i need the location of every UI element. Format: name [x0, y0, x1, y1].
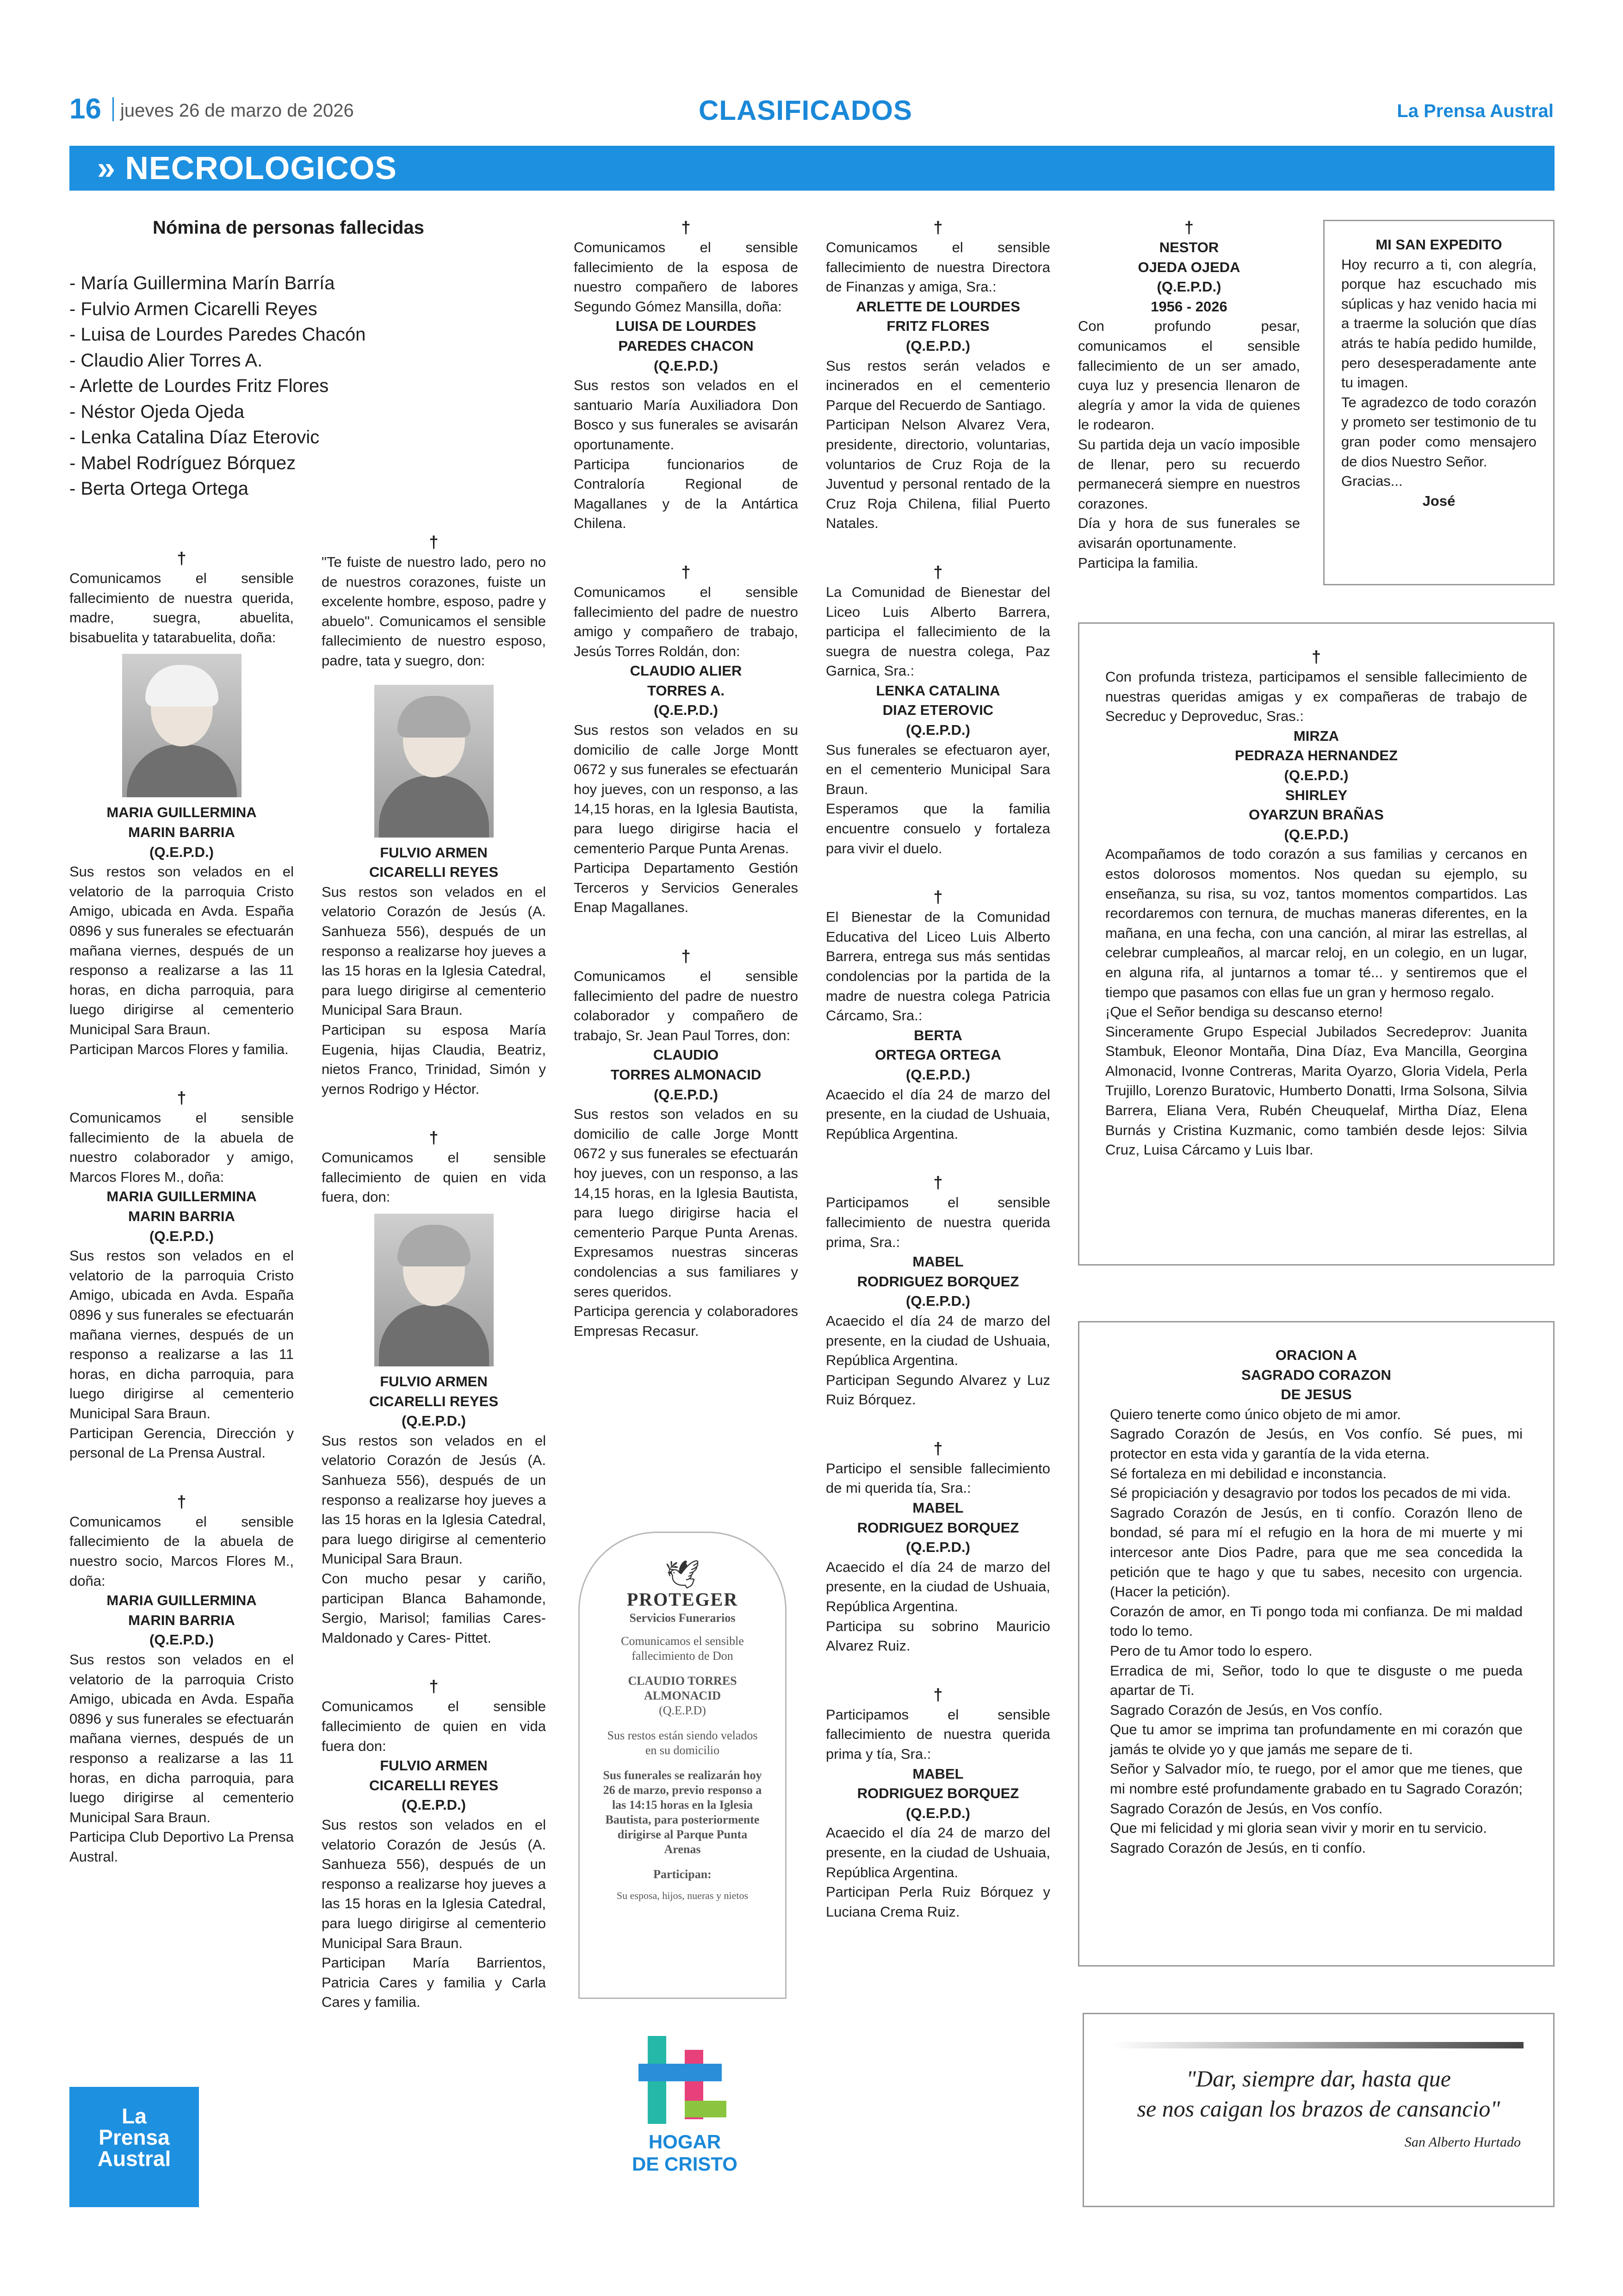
notice-11-intro: La Comunidad de Bienestar del Liceo Luis Alberto Barrera, participa el fallecimiento de la suegra de nuestra colega, Paz Garnica, Sra.: [826, 583, 1050, 679]
notice-9-participants: Participa gerencia y colaboradores Empresas Recasur. [574, 1303, 798, 1339]
notice-2-participants: Participan Gerencia, Dirección y personal de La Prensa Austral. [69, 1425, 294, 1461]
notice-4-intro: "Te fuiste de nuestro lado, pero no de nuestros corazones, fuiste un excelente hombre, esposo, padre y abuelo". Comunicamos el sensible fallecimiento de nuestro esposo, padre, tata y suegro, don: [322, 554, 546, 669]
oracion-line: Sagrado Corazón de Jesús, en ti confío. [1110, 1839, 1366, 1856]
proteger-subtitle: Servicios Funerarios [629, 1611, 736, 1625]
proteger-ad [578, 1532, 787, 1999]
secredeprov-body-2: ¡Que el Señor bendiga su descanso eterno! [1105, 1004, 1383, 1020]
notice-15-name1: MABEL [912, 1765, 964, 1782]
notice-16-name2: OJEDA OJEDA [1138, 259, 1240, 275]
notice-12-intro: El Bienestar de la Comunidad Educativa del Liceo Luis Alberto Barrera, entrega sus más sentidas condolencias por la partida de la madre de nuestra colega Patricia Cárcamo, Sra.: [826, 909, 1050, 1024]
notice-1-name2: MARIN BARRIA [128, 824, 235, 840]
notice-1-body: Sus restos son velados en el velatorio de la parroquia Cristo Amigo, ubicada en Avda. España 0896 y sus funerales se efectuarán mañana viernes, después de un responso a realizarse a las 11 horas, en dicha parroquia, para luego dirigirse al cementerio Municipal Sara Braun. [69, 863, 294, 1037]
notice-16-body-1: Con profundo pesar, comunicamos el sensible fallecimiento de un ser amado, cuya luz y presencia llenaron de alegría y amor la vida de quienes le rodearon. [1078, 318, 1300, 433]
nomina-list [69, 271, 365, 502]
secredeprov-box [1078, 622, 1555, 1266]
hogar-line-1: HOGAR [648, 2131, 721, 2153]
nomina-item: - Claudio Alier Torres A. [69, 350, 263, 371]
notice-6-qepd: (Q.E.P.D.) [402, 1797, 466, 1813]
page-date: jueves 26 de marzo de 2026 [120, 100, 354, 121]
photo-fulvio-2 [374, 1214, 494, 1366]
notice-7-body: Sus restos son velados en el santuario María Auxiliadora Don Bosco y sus funerales se avisarán oportunamente. [574, 377, 798, 453]
notice-16-participants: Participa la familia. [1078, 554, 1199, 571]
notice-10-participants: Participan Nelson Alvarez Vera, presidente, directorio, voluntarias, voluntarios de Cruz Roja de la Juventud y personal rentado de la Cruz Roja Chilena, filial Puerto Natales. [826, 416, 1050, 532]
notice-14-intro: Participo el sensible fallecimiento de mi querida tía, Sra.: [826, 1460, 1050, 1496]
logo-line-1: La [122, 2104, 147, 2128]
notice-7-cross: † [681, 218, 691, 237]
oracion-line: Sé fortaleza en mi debilidad e inconstancia. [1110, 1465, 1387, 1482]
notice-15-body: Acaecido el día 24 de marzo del presente, en la ciudad de Ushuaia, República Argentina. [826, 1824, 1050, 1880]
notice-5-participants: Con mucho pesar y cariño, participan Blanca Bahamonde, Sergio, Marisol; familias Cares- Maldonado y Cares- Pittet. [322, 1570, 546, 1646]
notice-4-body: Sus restos son velados en el velatorio Corazón de Jesús (A. Sanhueza 556), después de un responso a realizarse hoy jueves a las 15 horas en la Iglesia Catedral, para luego dirigirse al cementerio Municipal Sara Braun. [322, 883, 546, 1018]
notice-11-cross: † [933, 562, 943, 582]
notice-2-intro: Comunicamos el sensible fallecimiento de la abuela de nuestro colaborador y amigo, Marcos Flores M., doña: [69, 1110, 294, 1185]
notice-7-qepd: (Q.E.P.D.) [654, 357, 718, 374]
dove-icon: 🕊 [664, 1559, 700, 1590]
proteger-intro: Comunicamos el sensible fallecimiento de Don [621, 1634, 744, 1663]
oracion-line: Sé propiciación y desagravio por todos los pecados de mi vida. [1110, 1485, 1511, 1502]
notice-10-intro: Comunicamos el sensible fallecimiento de nuestra Directora de Finanzas y amiga, Sra.: [826, 239, 1050, 295]
proteger-velado: Sus restos están siendo velados en su domicilio [607, 1729, 758, 1757]
notice-13-intro: Participamos el sensible fallecimiento de nuestra querida prima, Sra.: [826, 1194, 1050, 1250]
oracion-line: Sagrado Corazón de Jesús, en Vos confío. Sé pues, mi protector en esta vida y garantía de la vida eterna. [1110, 1426, 1523, 1462]
notice-13-name2: RODRIGUEZ BORQUEZ [857, 1273, 1019, 1290]
nomina-item: - Fulvio Armen Cicarelli Reyes [69, 298, 317, 319]
secredeprov-name3: SHIRLEY [1285, 787, 1348, 803]
notice-3-name2: MARIN BARRIA [128, 1612, 235, 1628]
oracion-lines [1110, 1405, 1523, 1858]
logo-line-2: Prensa [99, 2125, 170, 2149]
oracion-title-3: DE JESUS [1281, 1386, 1352, 1403]
notice-14-cross: † [933, 1439, 943, 1458]
proteger-participan: Participan: [653, 1868, 712, 1881]
notice-7-participants: Participa funcionarios de Contraloría Regional de Magallanes y de la Antártica Chilena. [574, 456, 798, 532]
notice-12-cross: † [933, 887, 943, 907]
notice-12-body: Acaecido el día 24 de marzo del presente, en la ciudad de Ushuaia, República Argentina. [826, 1086, 1050, 1142]
column-2 [322, 532, 546, 2012]
notice-14-qepd: (Q.E.P.D.) [906, 1539, 970, 1556]
oracion-line: Pero de tu Amor todo lo espero. [1110, 1642, 1313, 1659]
notice-4-cross: † [429, 533, 439, 552]
notice-3-cross: † [177, 1492, 186, 1511]
notice-1-intro: Comunicamos el sensible fallecimiento de nuestra querida, madre, suegra, abuelita, bisabuelita y tatarabuelita, doña: [69, 570, 294, 645]
oracion-line: Que tu amor se imprima tan profundamente en mi corazón que jamás te olvide yo y que jamás me separe de ti. [1110, 1721, 1523, 1757]
notice-2-name1: MARIA GUILLERMINA [106, 1188, 257, 1205]
notice-16-cross: † [1184, 218, 1194, 237]
notice-3-participants: Participa Club Deportivo La Prensa Austral. [69, 1829, 294, 1865]
nomina-item: - María Guillermina Marín Barría [69, 273, 335, 293]
header-separator [112, 97, 114, 121]
oracion-title-2: SAGRADO CORAZON [1241, 1366, 1391, 1383]
expedito-signature: José [1422, 492, 1456, 509]
notice-11-name1: LENKA CATALINA [876, 682, 1000, 699]
notice-1-qepd: (Q.E.P.D.) [149, 844, 214, 860]
nomina-item: - Arlette de Lourdes Fritz Flores [69, 376, 329, 396]
expedito-p1: Hoy recurro a ti, con alegría, porque haz escuchado mis súplicas y haz venido hacia mi a traerme la solución que días atrás te había pedido humilde, pero desesperadamente ante tu imagen. [1341, 256, 1536, 391]
notice-5-intro: Comunicamos el sensible fallecimiento de quien en vida fuera, don: [322, 1149, 546, 1205]
notice-9-body: Sus restos son velados en su domicilio de calle Jorge Montt 0672 y sus funerales se efectuarán hoy jueves, con un responso, a las 14,15 horas, en la Iglesia Bautista, para luego dirigirse hacia el cementerio Parque Punta Arenas. Expresamos nuestras sinceras condolencias a sus familiares y seres queridos. [574, 1106, 798, 1300]
oracion-line: Sagrado Corazón de Jesús, en ti confío. Corazón lleno de bondad, sé para mí el refugio en la hora de mi muerte y mi intercesor ante Dios Padre, para que me sea concedida la petición que te hago y que tu sabes, necesito con urgencia. (Hacer la petición). [1110, 1504, 1523, 1600]
notice-1-participants: Participan Marcos Flores y familia. [69, 1041, 289, 1057]
notice-16-qepd: (Q.E.P.D.) [1157, 279, 1221, 295]
brand-name: La Prensa Austral [1397, 101, 1554, 121]
quote-rule [1112, 2042, 1524, 2048]
hogar-cross-icon [638, 2031, 731, 2128]
notice-8-cross: † [681, 562, 691, 582]
notice-8-participants: Participa Departamento Gestión Terceros y Servicios Generales Enap Magallanes. [574, 860, 798, 916]
notice-7-intro: Comunicamos el sensible fallecimiento de la esposa de nuestro compañero de labores Segundo Gómez Mansilla, doña: [574, 239, 798, 315]
notice-9-name1: CLAUDIO [653, 1047, 719, 1063]
expedito-title: MI SAN EXPEDITO [1375, 236, 1502, 253]
notice-5-name1: FULVIO ARMEN [380, 1373, 488, 1390]
notice-3-qepd: (Q.E.P.D.) [149, 1632, 214, 1648]
notice-15-qepd: (Q.E.P.D.) [906, 1805, 970, 1821]
notice-1-cross: † [177, 549, 186, 568]
notice-13-qepd: (Q.E.P.D.) [906, 1293, 970, 1309]
san-expedito-box [1323, 220, 1555, 585]
notice-8-body: Sus restos son velados en su domicilio de calle Jorge Montt 0672 y sus funerales se efectuarán hoy jueves, con un responso, a las 14,15 horas, en la Iglesia Bautista, para luego dirigirse hacia el cementerio Parque Punta Arenas. [574, 722, 798, 856]
notice-2-cross: † [177, 1088, 186, 1108]
notice-2-qepd: (Q.E.P.D.) [149, 1228, 214, 1244]
notice-6-body: Sus restos son velados en el velatorio Corazón de Jesús (A. Sanhueza 556), después de un responso a realizarse hoy jueves a las 15 horas en la Iglesia Catedral, para luego dirigirse al cementerio Municipal Sara Braun. [322, 1816, 546, 1951]
hogar-de-cristo-logo [632, 2031, 738, 2175]
proteger-name1: CLAUDIO TORRES [628, 1674, 737, 1688]
oracion-line: Quiero tenerte como único objeto de mi amor. [1110, 1406, 1401, 1422]
notice-8-name2: TORRES A. [647, 682, 725, 699]
proteger-qepd: (Q.E.P.D) [659, 1704, 706, 1717]
notice-3-body: Sus restos son velados en el velatorio de la parroquia Cristo Amigo, ubicada en Avda. España 0896 y sus funerales se efectuarán mañana viernes, después de un responso a realizarse a las 11 horas, en dicha parroquia, para luego dirigirse al cementerio Municipal Sara Braun. [69, 1651, 294, 1825]
quote-author: San Alberto Hurtado [1404, 2135, 1521, 2150]
notice-11-name2: DIAZ ETEROVIC [882, 702, 994, 719]
notice-4-participants: Participan su esposa María Eugenia, hijas Claudia, Beatriz, nietos Franco, Trinidad, Simón y yernos Rodrigo y Héctor. [322, 1021, 546, 1097]
column-1 [69, 548, 294, 1867]
photo-fulvio-1 [374, 685, 494, 838]
proteger-body: Sus funerales se realizarán hoy 26 de marzo, previo responso a las 14:15 horas en la Iglesia Bautista, para posteriormente dirigirse al Parque Punta Arenas [603, 1769, 762, 1856]
notice-4-name1: FULVIO ARMEN [380, 844, 488, 861]
photo-maria [122, 654, 242, 797]
proteger-title: PROTEGER [626, 1589, 738, 1610]
notice-8-name1: CLAUDIO ALIER [630, 663, 742, 679]
notice-10-name2: FRITZ FLORES [886, 318, 990, 335]
notice-15-participants: Participan Perla Ruiz Bórquez y Luciana Crema Ruiz. [826, 1884, 1050, 1920]
notice-16-body-2: Su partida deja un vacío imposible de llenar, pero su recuerdo permanecerá siempre en nuestros corazones. [1078, 436, 1300, 512]
oracion-line: Que mi felicidad y mi gloria sean vivir y morir en tu servicio. [1110, 1820, 1487, 1837]
notice-11-qepd: (Q.E.P.D.) [906, 722, 970, 738]
oracion-box [1078, 1321, 1555, 1967]
notice-13-participants: Participan Segundo Alvarez y Luz Ruiz Bórquez. [826, 1371, 1050, 1408]
secredeprov-name2: PEDRAZA HERNANDEZ [1235, 747, 1398, 764]
notice-9-intro: Comunicamos el sensible fallecimiento del padre de nuestro colaborador y compañero de trabajo, Sr. Jean Paul Torres, don: [574, 968, 798, 1043]
secredeprov-body-3: Sinceramente Grupo Especial Jubilados Secredeprov: Juanita Stambuk, Eleonor Montaña, Dina Díaz, Eva Mancilla, Georgina Almonacid, Ivonne Contreras, Marita Oyarzo, Gloria Videla, Perla Trujillo, Lorenzo Buratovic, Humberto Donatti, Irma Solsona, Silvia Barrera, Eliana Vera, Rubén Cheuquelaf, Mirtha Díaz, Elena Burnás y Cristina Kuzmanic, como también desde lejos: Silvia Cruz, Luisa Cárcamo y Luis Ibar. [1105, 1023, 1527, 1158]
notice-6-name2: CICARELLI REYES [369, 1777, 499, 1793]
notice-11-body: Sus funerales se efectuaron ayer, en el cementerio Municipal Sara Braun. [826, 741, 1050, 797]
notice-13-cross: † [933, 1173, 943, 1192]
notice-5-cross: † [429, 1128, 439, 1148]
secredeprov-body-1: Acompañamos de todo corazón a sus familias y cercanos en estos dolorosos momentos. Nos quedan su ejemplo, su enseñanza, su risa, su voz, tantos momentos compartidos. Las recordaremos con ternura, de muchas maneras diferentes, en la mañana, en una fecha, con una canción, al mirar las estrellas, al celebrar cumpleaños, al marcar reloj, en un colegio, en un lugar, en alguna rifa, al juntarnos a tomar té... y sentiremos que el tiempo que pasamos con ellas fue un gran y hermoso regalo. [1105, 846, 1527, 1000]
nomina-title: Nómina de personas fallecidas [153, 217, 424, 238]
notice-16-name1: NESTOR [1159, 239, 1219, 255]
notice-6-cross: † [429, 1677, 439, 1696]
notice-9-name2: TORRES ALMONACID [610, 1066, 762, 1083]
secredeprov-name1: MIRZA [1293, 727, 1339, 744]
hogar-line-2: DE CRISTO [632, 2153, 737, 2175]
notice-15-cross: † [933, 1685, 943, 1704]
notice-16-body-3: Día y hora de sus funerales se avisarán oportunamente. [1078, 515, 1300, 551]
oracion-line: Señor y Salvador mío, te ruego, por el amor que me tienes, que mi nombre esté profundamente grabado en tu Sagrado Corazón; Sagrado Corazón de Jesús, en Vos confío. [1110, 1761, 1523, 1817]
page-number: 16 [69, 93, 101, 125]
oracion-line: Sagrado Corazón de Jesús, en Vos confío. [1110, 1701, 1383, 1718]
notice-8-qepd: (Q.E.P.D.) [654, 702, 718, 719]
notice-14-body: Acaecido el día 24 de marzo del presente, en la ciudad de Ushuaia, República Argentina. [826, 1558, 1050, 1615]
notice-1-name1: MARIA GUILLERMINA [106, 804, 257, 821]
nomina-item: - Mabel Rodríguez Bórquez [69, 453, 296, 473]
notice-2-body: Sus restos son velados en el velatorio de la parroquia Cristo Amigo, ubicada en Avda. España 0896 y sus funerales se efectuarán mañana viernes, después de un responso a realizarse a las 11 horas, en dicha parroquia, para luego dirigirse al cementerio Municipal Sara Braun. [69, 1247, 294, 1421]
notice-7-name2: PAREDES CHACON [618, 337, 754, 354]
nomina-item: - Lenka Catalina Díaz Eterovic [69, 427, 320, 447]
quote-box [1083, 2013, 1555, 2207]
banner-label: » NECROLOGICOS [97, 150, 397, 186]
notice-3-intro: Comunicamos el sensible fallecimiento de la abuela de nuestro socio, Marcos Flores M., doña: [69, 1513, 294, 1589]
nomina-item: - Néstor Ojeda Ojeda [69, 401, 244, 422]
notice-10-cross: † [933, 218, 943, 237]
notice-12-name2: ORTEGA ORTEGA [875, 1047, 1001, 1063]
notice-8-intro: Comunicamos el sensible fallecimiento del padre de nuestro amigo y compañero de trabajo, Jesús Torres Roldán, don: [574, 583, 798, 659]
nomina-item: - Berta Ortega Ortega [69, 478, 248, 499]
proteger-family: Su esposa, hijos, nueras y nietos [616, 1890, 749, 1901]
nomina-item: - Luisa de Lourdes Paredes Chacón [69, 324, 366, 345]
notice-10-name1: ARLETTE DE LOURDES [856, 298, 1020, 315]
column-4 [826, 217, 1050, 1922]
notice-14-name1: MABEL [912, 1500, 964, 1516]
column-5 [1078, 217, 1300, 573]
notice-6-participants: Participan María Barrientos, Patricia Cares y familia y Carla Cares y familia. [322, 1955, 546, 2011]
notice-16-years: 1956 - 2026 [1151, 298, 1227, 315]
column-3 [574, 217, 798, 1341]
notice-5-name2: CICARELLI REYES [369, 1393, 499, 1409]
notice-13-name1: MABEL [912, 1253, 964, 1270]
notice-7-name1: LUISA DE LOURDES [615, 318, 756, 335]
section-banner [69, 146, 1555, 191]
notice-10-qepd: (Q.E.P.D.) [906, 337, 970, 354]
notice-14-participants: Participa su sobrino Mauricio Alvarez Ruiz. [826, 1618, 1050, 1654]
secredeprov-intro: Con profunda tristeza, participamos el sensible fallecimiento de nuestras queridas amigas y ex compañeras de trabajo de Secreduc y Deproveduc, Sras.: [1105, 669, 1527, 725]
notice-11-participants: Esperamos que la familia encuentre consuelo y fortaleza para vivir el duelo. [826, 800, 1050, 856]
quote-line-2: se nos caigan los brazos de cansancio" [1137, 2096, 1500, 2122]
notice-12-qepd: (Q.E.P.D.) [906, 1066, 970, 1083]
expedito-p3: Gracias... [1341, 473, 1403, 490]
notice-5-qepd: (Q.E.P.D.) [402, 1413, 466, 1429]
section-title: CLASIFICADOS [699, 95, 912, 126]
notice-9-qepd: (Q.E.P.D.) [654, 1086, 718, 1103]
logo-line-3: Austral [97, 2147, 171, 2171]
notice-15-name2: RODRIGUEZ BORQUEZ [857, 1785, 1019, 1802]
notice-3-name1: MARIA GUILLERMINA [106, 1592, 257, 1609]
secredeprov-name4: OYARZUN BRAÑAS [1249, 807, 1384, 823]
notice-4-name2: CICARELLI REYES [369, 864, 499, 881]
quote-line-1: "Dar, siempre dar, hasta que [1186, 2066, 1451, 2091]
oracion-line: Corazón de amor, en Ti pongo toda mi confianza. De mi maldad todo lo temo. [1110, 1603, 1523, 1639]
expedito-p2: Te agradezco de todo corazón y prometo ser testimonio de tu gran poder como mensajero de dios Nuestro Señor. [1341, 394, 1536, 470]
oracion-line: Erradica de mi, Señor, todo lo que te disguste o me pueda apartar de Ti. [1110, 1662, 1523, 1699]
notice-6-intro: Comunicamos el sensible fallecimiento de quien en vida fuera don: [322, 1698, 546, 1754]
notice-15-intro: Participamos el sensible fallecimiento de nuestra querida prima y tía, Sra.: [826, 1706, 1050, 1762]
notice-9-cross: † [681, 947, 691, 966]
prensa-austral-logo [69, 2087, 199, 2207]
secredeprov-qepd-1: (Q.E.P.D.) [1284, 767, 1349, 783]
proteger-name2: ALMONACID [644, 1689, 721, 1702]
notice-13-body: Acaecido el día 24 de marzo del presente, en la ciudad de Ushuaia, República Argentina. [826, 1312, 1050, 1369]
oracion-title-1: ORACION A [1275, 1347, 1357, 1363]
notice-10-body: Sus restos serán velados e incinerados en el cementerio Parque del Recuerdo de Santiago. [826, 357, 1050, 413]
notice-12-name1: BERTA [914, 1027, 962, 1043]
secredeprov-cross: † [1311, 647, 1321, 666]
notice-14-name2: RODRIGUEZ BORQUEZ [857, 1519, 1019, 1536]
notice-5-body: Sus restos son velados en el velatorio Corazón de Jesús (A. Sanhueza 556), después de un responso a realizarse hoy jueves a las 15 horas en la Iglesia Catedral, para luego dirigirse al cementerio Municipal Sara Braun. [322, 1432, 546, 1567]
secredeprov-qepd-2: (Q.E.P.D.) [1284, 826, 1349, 843]
notice-6-name1: FULVIO ARMEN [380, 1757, 488, 1774]
notice-2-name2: MARIN BARRIA [128, 1208, 235, 1225]
